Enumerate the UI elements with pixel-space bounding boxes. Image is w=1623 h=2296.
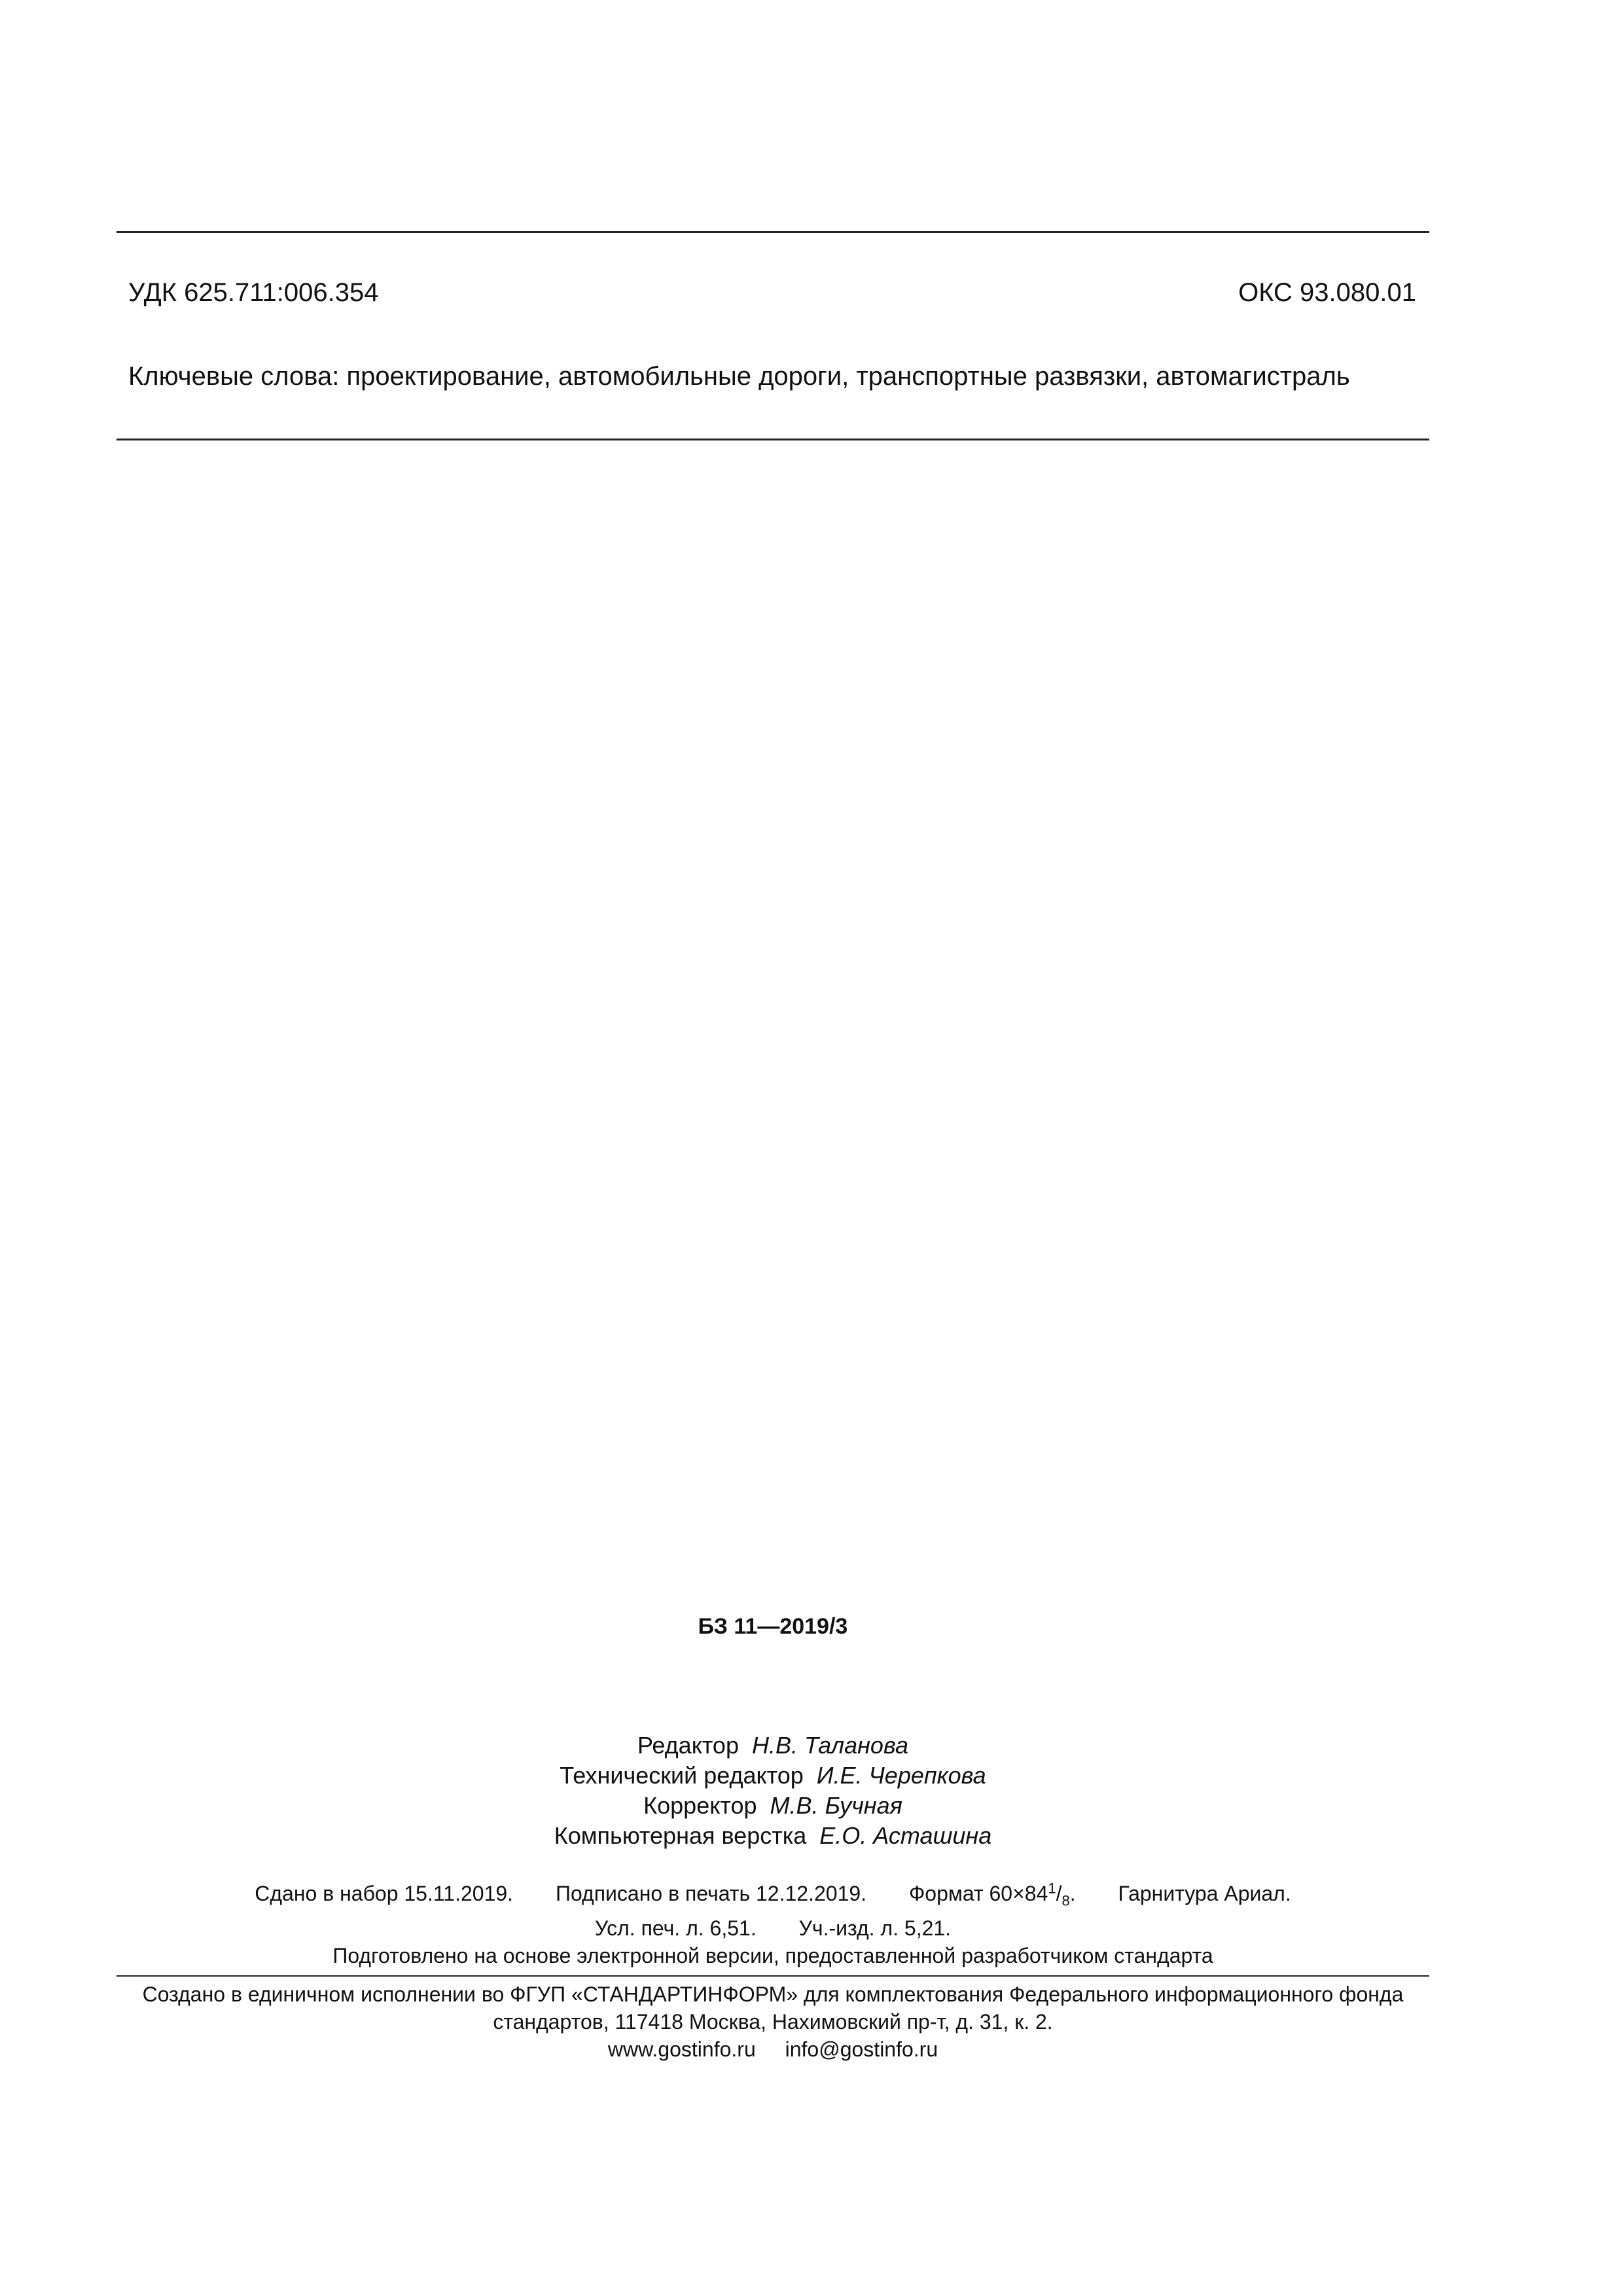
publication-line-1	[0, 1874, 1546, 1914]
typeface: Гарнитура Ариал.	[1118, 1881, 1291, 1905]
credit-person: Е.О. Асташина	[819, 1822, 992, 1849]
footer-line-2: стандартов, 117418 Москва, Нахимовский пр-т, д. 31, к. 2.	[493, 2010, 1053, 2034]
credits-block	[0, 1731, 1546, 1851]
top-rule	[116, 231, 1429, 233]
email-link[interactable]: info@gostinfo.ru	[785, 2037, 938, 2061]
credit-editor	[0, 1731, 1546, 1761]
prepared-note: Подготовлено на основе электронной версии, предоставленной разработчиком стандарта	[332, 1944, 1213, 1968]
keywords-rule	[116, 439, 1429, 440]
credit-person: М.В. Бучная	[770, 1792, 902, 1819]
footer-line-1: Создано в единичном исполнении во ФГУП «СТАНДАРТИНФОРМ» для комплектования Федерального информационного фонда	[142, 1982, 1404, 2006]
format-sup: 1	[1048, 1880, 1056, 1896]
credit-role: Компьютерная верстка	[554, 1822, 807, 1849]
format-prefix: Формат 60×84	[908, 1881, 1048, 1905]
credit-person: Н.В. Таланова	[751, 1732, 908, 1759]
paper-format: Формат $60\times 84^1/_8$.	[908, 1880, 1076, 1909]
print-sheets: Усл. печ. л. 6,51.	[594, 1916, 757, 1941]
credit-role: Технический редактор	[560, 1762, 804, 1789]
oks-code: ОКС 93.080.01	[1238, 278, 1416, 307]
bz-code: БЗ 11—2019/3	[698, 1614, 848, 1639]
footer-block	[116, 1981, 1429, 2063]
website-link[interactable]: www.gostinfo.ru	[607, 2037, 756, 2061]
credit-corrector	[0, 1791, 1546, 1821]
credit-person: И.Е. Черепкова	[816, 1762, 986, 1789]
publication-line-2	[0, 1914, 1546, 1942]
keywords-line: Ключевые слова: проектирование, автомобильные дороги, транспортные развязки, автомагистраль	[128, 362, 1350, 391]
signed-date: Подписано в печать 12.12.2019.	[555, 1881, 867, 1905]
credit-role: Редактор	[637, 1732, 739, 1759]
edit-sheets: Уч.-изд. л. 5,21.	[798, 1916, 952, 1941]
publication-info	[0, 1874, 1546, 1969]
credit-tech-editor	[0, 1761, 1546, 1791]
credit-role: Корректор	[643, 1792, 757, 1819]
format-suffix: .	[1069, 1881, 1076, 1905]
typeset-date: Сдано в набор 15.11.2019.	[255, 1881, 514, 1905]
format-sub: 8	[1061, 1892, 1070, 1909]
footer-contacts	[116, 2036, 1429, 2063]
credit-layout	[0, 1821, 1546, 1851]
udk-code: УДК 625.711:006.354	[128, 278, 379, 307]
footer-rule	[116, 1975, 1429, 1977]
